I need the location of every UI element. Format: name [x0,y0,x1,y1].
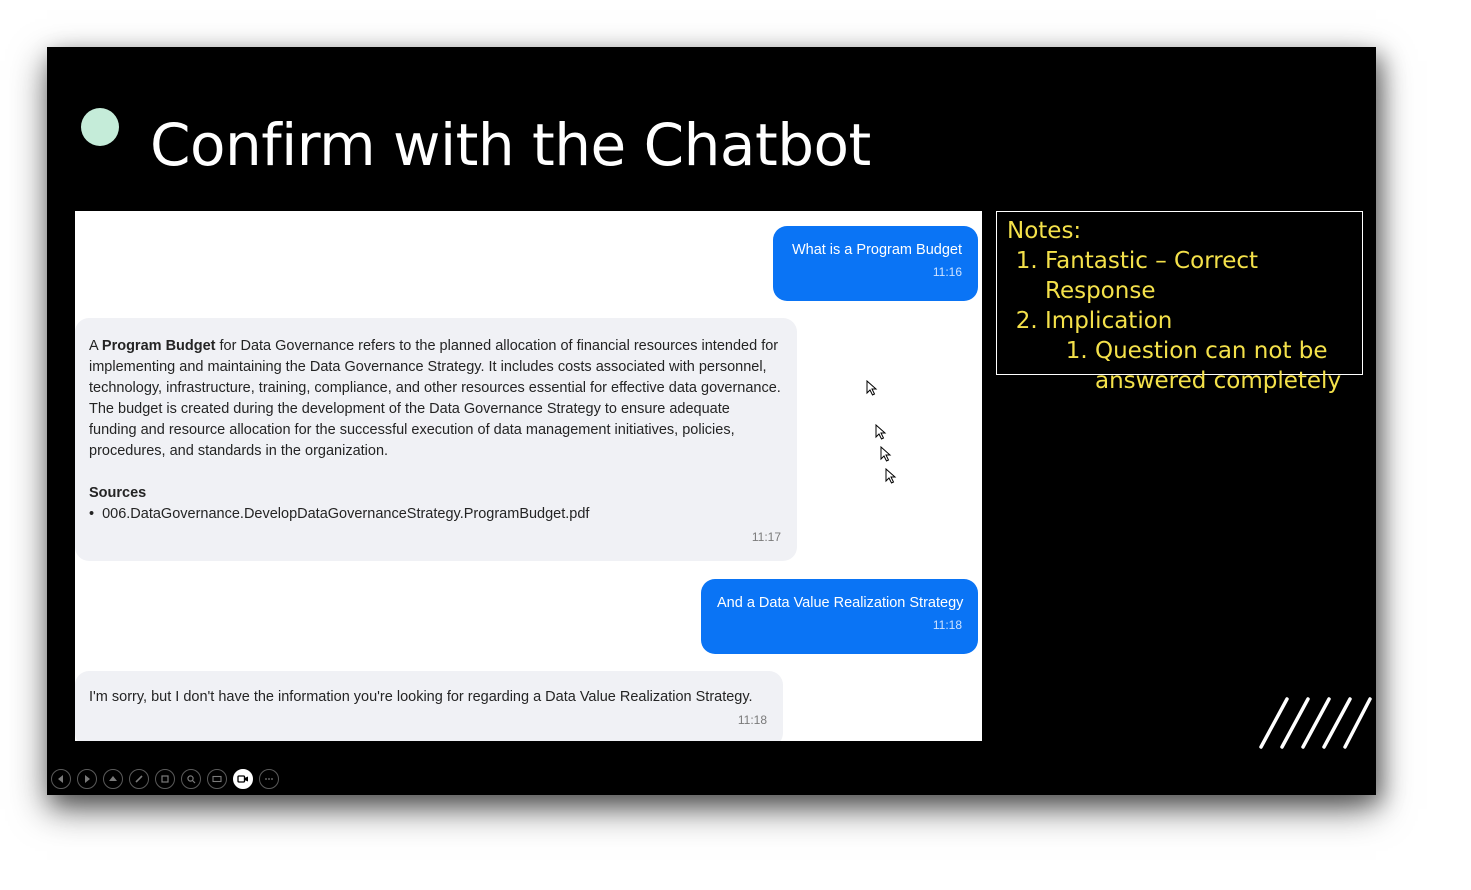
decorative-stripes [1257,697,1372,749]
presenter-toolbar [51,769,279,789]
user-message-text: And a Data Value Realization Strategy [717,595,964,611]
mouse-cursor-icon [885,468,897,484]
message-timestamp: 11:16 [932,265,962,279]
more-icon[interactable] [259,769,279,789]
user-message-text: What is a Program Budget [791,242,962,258]
notes-item: 2. Implication 1. Question can not be answered completely [1045,306,1352,396]
mouse-cursor-icon [866,380,878,396]
bot-message [75,671,783,741]
up-icon[interactable] [103,769,123,789]
message-timestamp: 11:18 [932,618,962,632]
bot-message [75,318,797,561]
sources-heading: Sources [89,485,147,501]
presentation-slide [47,47,1376,795]
title-bullet-dot [81,108,119,146]
notes-heading: Notes: [1007,218,1082,244]
source-link[interactable]: • 006.DataGovernance.DevelopDataGovernanceStrategy.ProgramBudget.pdf [89,504,781,525]
notes-subitem: 1. Question can not be answered completely [1095,336,1352,396]
mouse-cursor-icon [880,446,892,462]
notes-item: 1. Fantastic – Correct Response [1045,246,1352,306]
message-timestamp: 11:17 [751,530,781,544]
mouse-cursor-icon [875,424,887,440]
message-timestamp: 11:18 [737,713,767,727]
previous-icon[interactable] [51,769,71,789]
slides-icon[interactable] [155,769,175,789]
chat-screenshot-panel [75,211,982,741]
slide-title: Confirm with the Chatbot [150,111,871,179]
zoom-icon[interactable] [181,769,201,789]
notes-sublist [1045,336,1352,396]
notes-box [996,211,1363,394]
bot-message-text: I'm sorry, but I don't have the information you're looking for regarding a Data Value Realization Strategy. [89,689,753,705]
next-icon[interactable] [77,769,97,789]
user-message [773,226,978,301]
camera-icon[interactable] [233,769,253,789]
bold-term: Program Budget [101,338,216,354]
pen-icon[interactable] [129,769,149,789]
notes-list [1007,246,1352,396]
bot-message-text: A Program Budget for Data Governance refers to the planned allocation of financial resources intended for implementing and maintaining the Data Governance Strategy. It includes costs associated with personnel, technology, infrastructure, training, compliance, and other resources essential for effective data governance. The budget is created during the development of the Data Governance Strategy to ensure adequate funding and resource allocation for the successful execution of data management initiatives, policies, procedures, and standards in the organization. [89,338,781,459]
user-message [701,579,978,654]
subtitles-icon[interactable] [207,769,227,789]
